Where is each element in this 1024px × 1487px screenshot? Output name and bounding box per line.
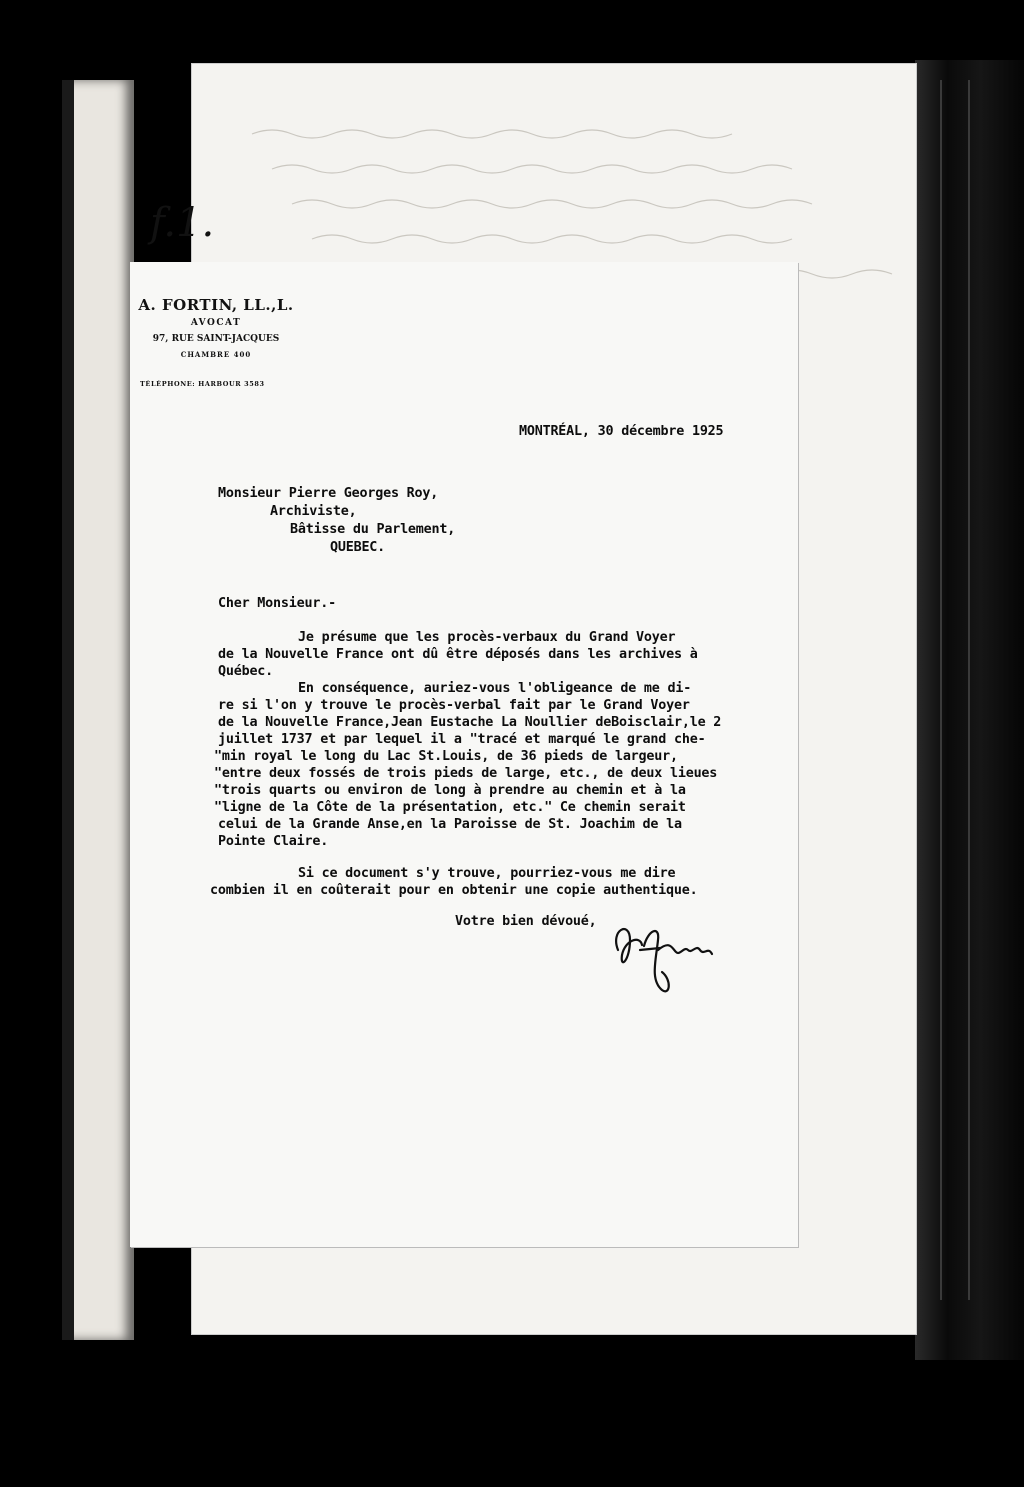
- paragraph-3-line: combien il en coûterait pour en obtenir une copie authentique.: [210, 883, 698, 898]
- letterhead-name: A. FORTIN, LL.,L.: [138, 296, 294, 314]
- paragraph-2-line: re si l'on y trouve le procès-verbal fait par le Grand Voyer: [218, 698, 690, 713]
- paragraph-2-line: de la Nouvelle France,Jean Eustache La Noullier deBoisclair,le 2: [218, 715, 722, 730]
- paragraph-1-line: Je présume que les procès-verbaux du Grand Voyer: [298, 630, 676, 645]
- paragraph-1-line: Québec.: [218, 664, 274, 679]
- recipient-line: Monsieur Pierre Georges Roy,: [218, 486, 439, 501]
- recipient-line: Bâtisse du Parlement,: [290, 522, 456, 537]
- letterhead-title: AVOCAT: [190, 318, 242, 328]
- recipient-line: Archiviste,: [270, 504, 357, 519]
- binding-edge-line: [940, 80, 942, 1300]
- paragraph-2-line: celui de la Grande Anse,en la Paroisse de St. Joachim de la: [218, 817, 682, 832]
- letterhead-phone: TÉLÉPHONE: HARBOUR 3583: [140, 380, 265, 388]
- letterhead-room: CHAMBRE 400: [180, 350, 252, 359]
- folio-number: f.1.: [150, 200, 215, 246]
- paragraph-2-line: "ligne de la Côte de la présentation, etc." Ce chemin serait: [214, 800, 686, 815]
- paragraph-2-line: Pointe Claire.: [218, 834, 329, 849]
- salutation: Cher Monsieur.-: [218, 596, 336, 611]
- letter-date: MONTRÉAL, 30 décembre 1925: [519, 424, 724, 439]
- paragraph-2-line: juillet 1737 et par lequel il a "tracé et marqué le grand che-: [218, 732, 706, 747]
- recipient-line: QUEBEC.: [330, 540, 386, 555]
- paragraph-2-line: En conséquence, auriez-vous l'obligeance de me di-: [298, 681, 692, 696]
- paragraph-3-line: Si ce document s'y trouve, pourriez-vous me dire: [298, 866, 676, 881]
- left-page-edge: [62, 80, 74, 1340]
- paragraph-2-line: "entre deux fossés de trois pieds de large, etc., de deux lieues: [214, 766, 718, 781]
- paragraph-2-line: "min royal le long du Lac St.Louis, de 36 pieds de largeur,: [214, 749, 678, 764]
- paragraph-1-line: de la Nouvelle France ont dû être déposés dans les archives à: [218, 647, 698, 662]
- closing: Votre bien dévoué,: [455, 914, 597, 929]
- letterhead-address: 97, RUE SAINT-JACQUES: [152, 334, 280, 344]
- letterhead: [138, 296, 294, 359]
- paragraph-2-line: "trois quarts ou environ de long à prendre au chemin et à la: [214, 783, 686, 798]
- handwritten-signature: [600, 910, 730, 1000]
- binding-edge-line: [968, 80, 970, 1300]
